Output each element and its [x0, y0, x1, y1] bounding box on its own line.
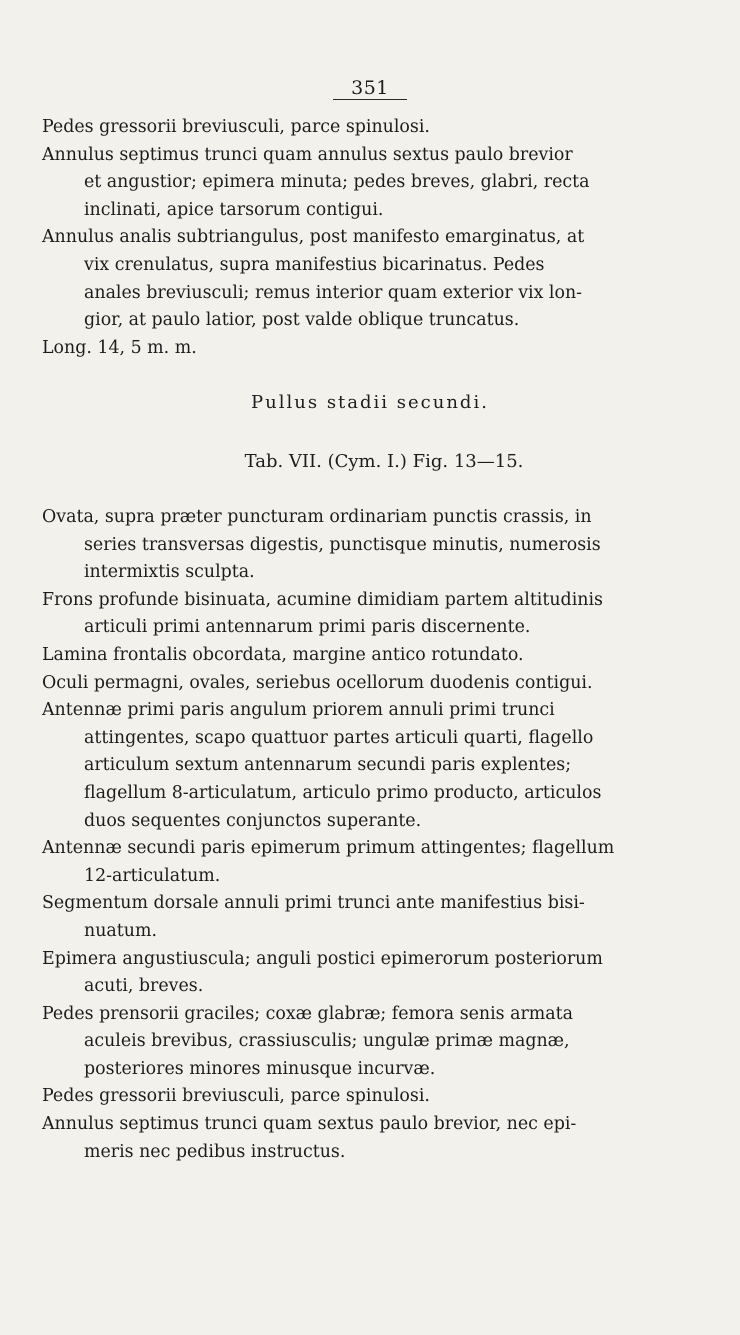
paragraph	[42, 504, 712, 587]
text-line: anales breviusculi; remus interior quam exterior vix lon-	[84, 282, 583, 303]
paragraph	[42, 1083, 712, 1111]
text-line: Lamina frontalis obcordata, margine antico rotundato.	[42, 644, 524, 665]
section-heading: Pullus stadii secundi.	[251, 392, 489, 413]
paragraph	[42, 697, 712, 835]
paragraph	[42, 642, 712, 670]
text-line: attingentes, scapo quattuor partes articuli quarti, flagello	[84, 727, 594, 748]
text-line: Pedes prensorii graciles; coxæ glabræ; femora senis armata	[42, 1003, 574, 1024]
text-block-lower	[42, 504, 712, 1166]
text-line: flagellum 8-articulatum, articulo primo producto, articulos	[84, 782, 602, 803]
text-line: 12-articulatum.	[84, 865, 221, 886]
figure-reference: Tab. VII. (Cym. I.) Fig. 13—15.	[244, 451, 524, 472]
paragraph	[42, 224, 712, 334]
text-line: Annulus septimus trunci quam annulus sextus paulo brevior	[42, 144, 573, 165]
text-line: Epimera angustiuscula; anguli postici epimerorum posteriorum	[42, 948, 603, 969]
text-line: acuti, breves.	[84, 976, 204, 997]
text-line: Antennæ secundi paris epimerum primum attingentes; flagellum	[42, 838, 615, 859]
paragraph	[42, 587, 712, 642]
paragraph	[42, 335, 712, 363]
paragraph	[42, 835, 712, 890]
paragraph	[42, 946, 712, 1001]
text-line: gior, at paulo latior, post valde oblique truncatus.	[84, 310, 520, 331]
text-line: aculeis brevibus, crassiusculis; ungulæ primæ magnæ,	[84, 1031, 570, 1052]
paragraph	[42, 670, 712, 698]
text-line: articuli primi antennarum primi paris discernente.	[84, 617, 531, 638]
text-block-upper	[42, 114, 712, 362]
text-line: Pedes gressorii breviusculi, parce spinulosi.	[42, 1086, 430, 1107]
paragraph	[42, 142, 712, 225]
text-line: Annulus analis subtriangulus, post manifesto emarginatus, at	[42, 227, 585, 248]
text-line: Ovata, supra præter puncturam ordinariam punctis crassis, in	[42, 507, 592, 527]
page-number	[0, 77, 740, 100]
text-line: vix crenulatus, supra manifestius bicarinatus. Pedes	[84, 254, 545, 275]
text-line: posteriores minores minusque incurvæ.	[84, 1058, 436, 1079]
text-line: Long. 14, 5 m. m.	[42, 337, 197, 358]
paragraph	[42, 890, 712, 945]
text-line: Annulus septimus trunci quam sextus paulo brevior, nec epi-	[42, 1114, 577, 1135]
text-line: Segmentum dorsale annuli primi trunci ante manifestius bisi-	[42, 893, 585, 914]
text-line: et angustior; epimera minuta; pedes breves, glabri, recta	[84, 172, 590, 193]
text-line: Antennæ primi paris angulum priorem annuli primi trunci	[42, 700, 555, 721]
page-number-text: 351	[333, 78, 407, 100]
text-line: series transversas digestis, punctisque minutis, numerosis	[84, 534, 601, 555]
text-line: intermixtis sculpta.	[84, 562, 255, 583]
paragraph	[42, 114, 712, 142]
paragraph	[42, 1001, 712, 1084]
text-line: duos sequentes conjunctos superante.	[84, 810, 422, 831]
text-line: meris nec pedibus instructus.	[84, 1141, 346, 1162]
text-line: Frons profunde bisinuata, acumine dimidiam partem altitudinis	[42, 589, 603, 610]
text-line: Oculi permagni, ovales, seriebus ocellorum duodenis contigui.	[42, 672, 593, 693]
text-line: Pedes gressorii breviusculi, parce spinulosi.	[42, 117, 430, 137]
paragraph	[42, 1111, 712, 1166]
text-line: inclinati, apice tarsorum contigui.	[84, 199, 384, 220]
text-line: articulum sextum antennarum secundi paris explentes;	[84, 755, 572, 776]
text-line: nuatum.	[84, 920, 157, 941]
